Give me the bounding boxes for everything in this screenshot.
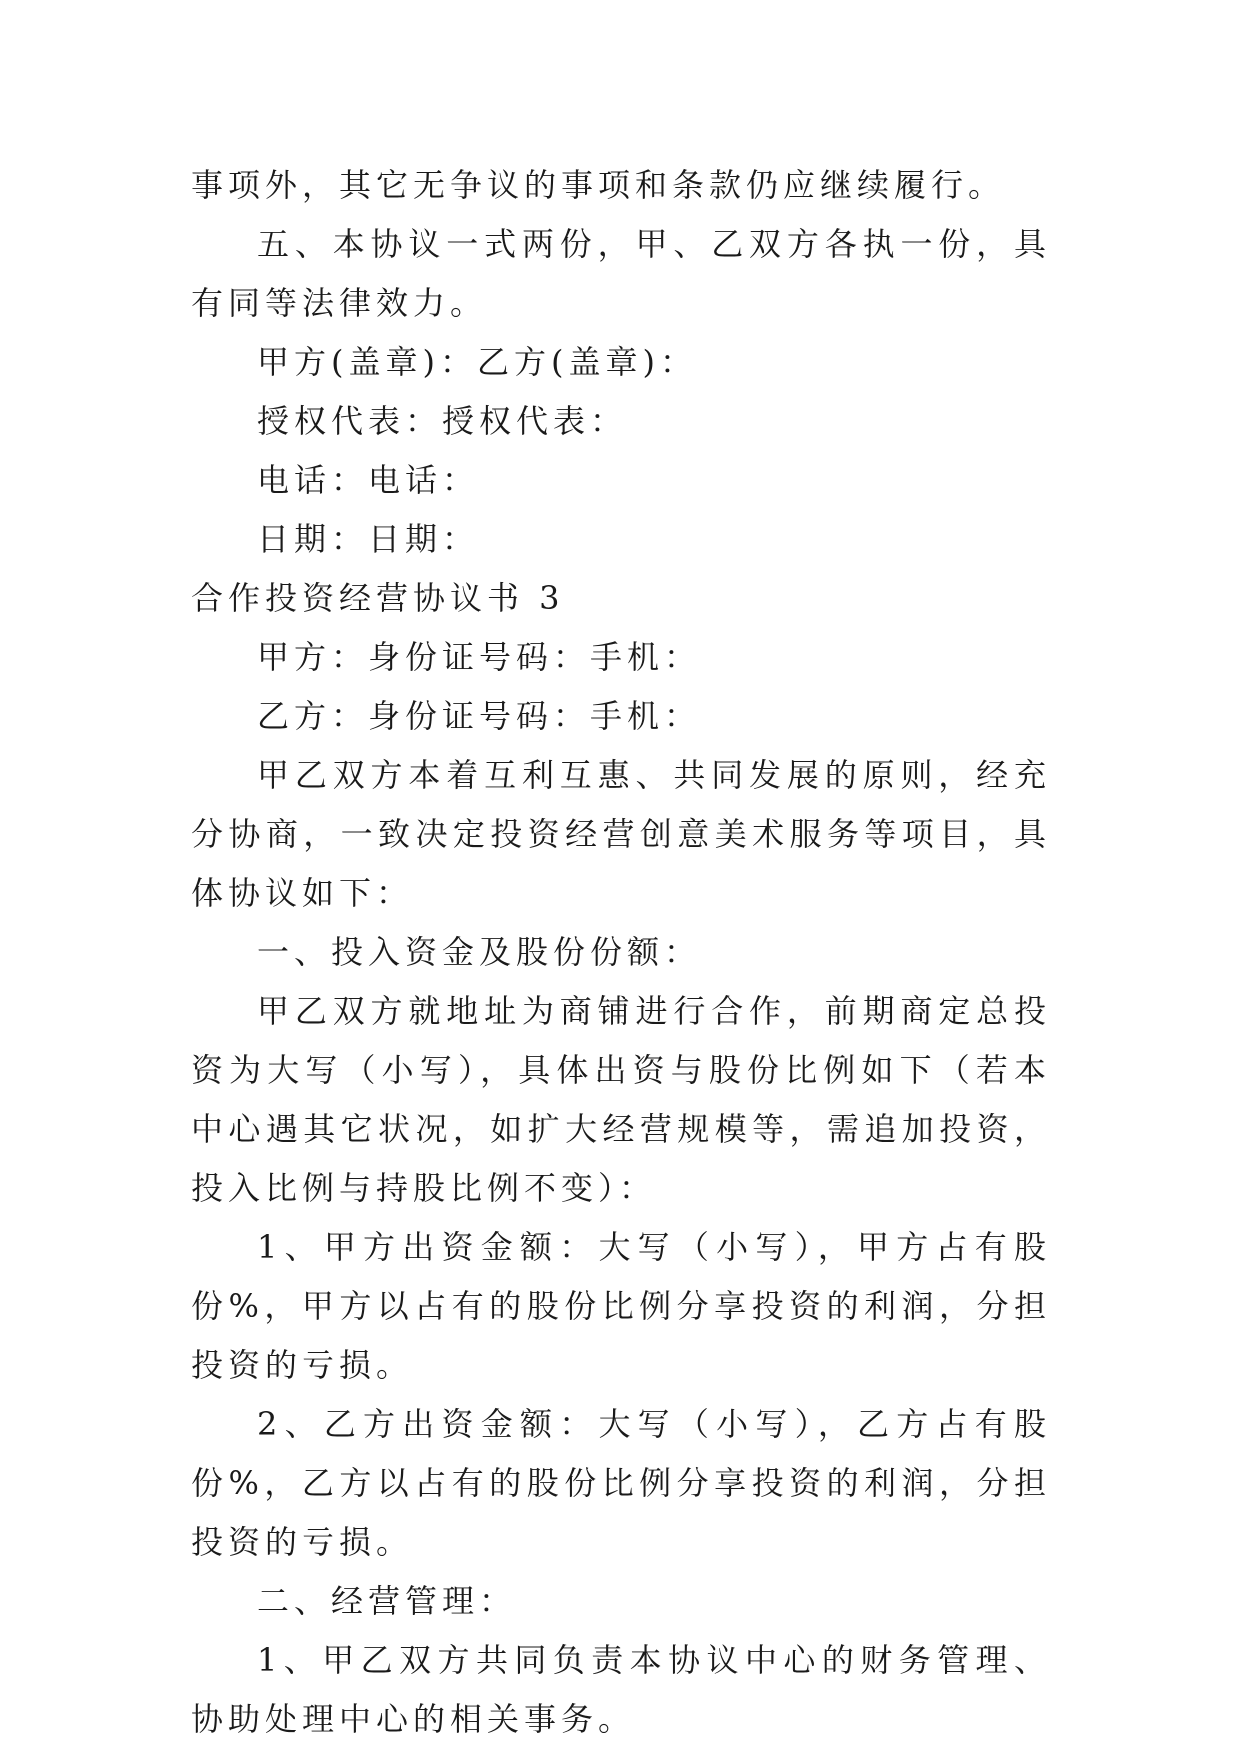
preamble: 甲乙双方本着互利互惠、共同发展的原则，经充分协商，一致决定投资经营创意美术服务等项目，具体协议如下： <box>191 756 1051 912</box>
clause-one-item-2: 2、乙方出资金额：大写（小写），乙方占有股份%，乙方以占有的股份比例分享投资的利润，分担投资的亏损。 <box>191 1405 1051 1561</box>
document-body <box>191 156 1051 1749</box>
clause-two-heading: 二、经营管理： <box>257 1582 517 1620</box>
clause-two-item-1: 1、甲乙双方共同负责本协议中心的财务管理、协助处理中心的相关事务。 <box>191 1641 1051 1738</box>
party-a-info: 甲方：身份证号码：手机： <box>257 638 702 676</box>
party-b-info: 乙方：身份证号码：手机： <box>257 697 702 735</box>
signature-representative-line: 授权代表：授权代表： <box>257 402 628 440</box>
signature-phone-line: 电话：电话： <box>257 461 480 499</box>
clause-five: 五、本协议一式两份，甲、乙双方各执一份，具有同等法律效力。 <box>191 225 1051 322</box>
clause-one-body: 甲乙双方就地址为商铺进行合作，前期商定总投资为大写（小写），具体出资与股份比例如下（若本中心遇其它状况，如扩大经营规模等，需追加投资，投入比例与持股比例不变）： <box>191 992 1051 1207</box>
paragraph-continuation: 事项外，其它无争议的事项和条款仍应继续履行。 <box>191 166 1006 204</box>
signature-seal-line: 甲方(盖章)：乙方(盖章)： <box>257 343 697 381</box>
clause-one-heading: 一、投入资金及股份份额： <box>257 933 702 971</box>
section-title: 合作投资经营协议书 3 <box>191 579 565 617</box>
clause-one-item-1: 1、甲方出资金额：大写（小写），甲方占有股份%，甲方以占有的股份比例分享投资的利润，分担投资的亏损。 <box>191 1228 1051 1384</box>
signature-date-line: 日期：日期： <box>257 520 480 558</box>
